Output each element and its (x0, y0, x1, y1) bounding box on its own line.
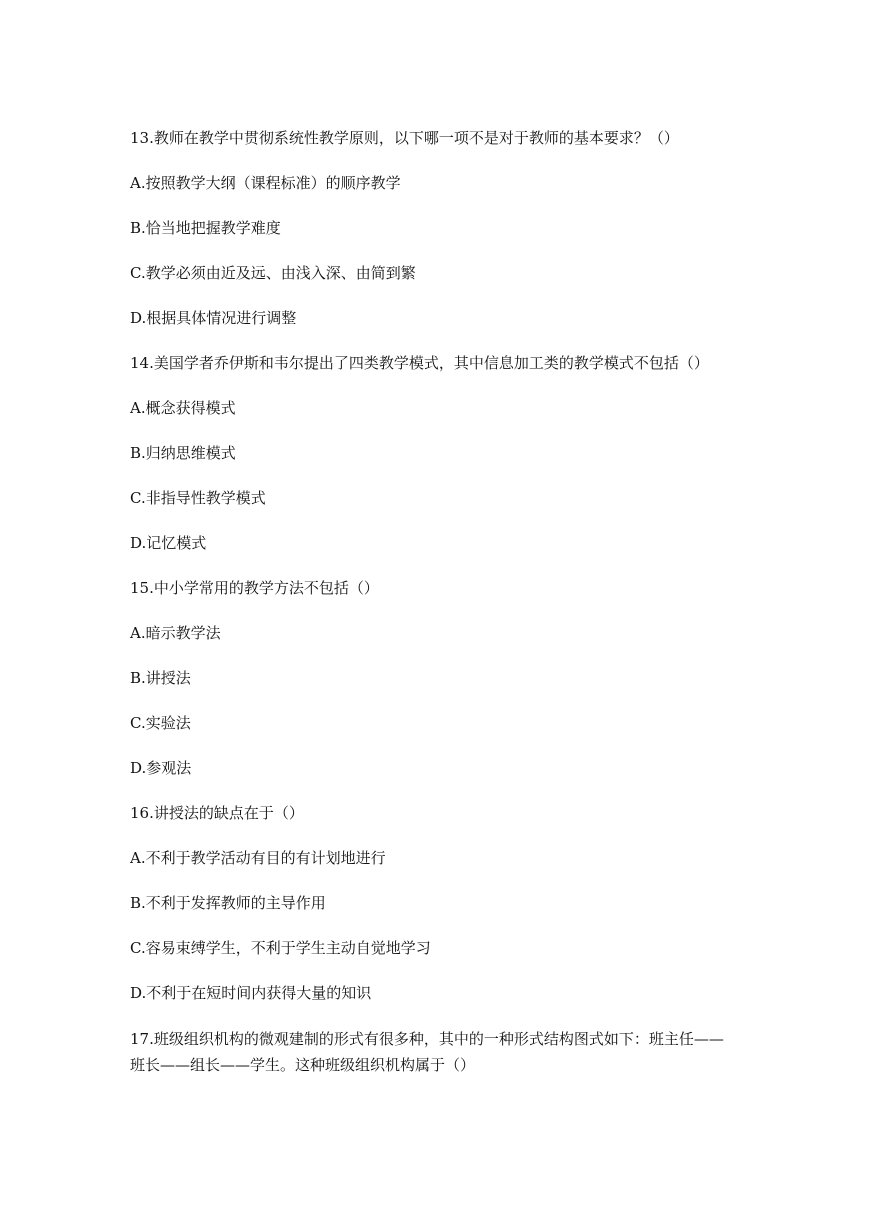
question-17-stem-line-1: 17.班级组织机构的微观建制的形式有很多种，其中的一种形式结构图式如下：班主任—— (130, 1030, 724, 1048)
question-15-stem: 15.中小学常用的教学方法不包括（） (130, 579, 379, 597)
question-14-option-b: B.归纳思维模式 (130, 444, 236, 462)
question-14-option-d: D.记忆模式 (130, 534, 207, 552)
question-list (130, 126, 760, 1099)
question-17-stem-line-2: 班长——组长——学生。这种班级组织机构属于（） (130, 1056, 476, 1074)
question-13-option-d: D.根据具体情况进行调整 (130, 309, 297, 327)
question-16-option-c: C.容易束缚学生，不利于学生主动自觉地学习 (130, 939, 431, 957)
question-15-option-d: D.参观法 (130, 759, 192, 777)
question-16-option-d: D.不利于在短时间内获得大量的知识 (130, 984, 372, 1002)
question-14-option-c: C.非指导性教学模式 (130, 489, 266, 507)
question-15-option-b: B.讲授法 (130, 669, 191, 687)
question-14-stem: 14.美国学者乔伊斯和韦尔提出了四类教学模式，其中信息加工类的教学模式不包括（） (130, 354, 709, 372)
question-13-option-c: C.教学必须由近及远、由浅入深、由简到繁 (130, 264, 416, 282)
question-15-option-c: C.实验法 (130, 714, 191, 732)
question-13-stem: 13.教师在教学中贯彻系统性教学原则，以下哪一项不是对于教师的基本要求？（） (130, 129, 679, 147)
question-13-option-b: B.恰当地把握教学难度 (130, 219, 281, 237)
question-15-option-a: A.暗示教学法 (130, 624, 221, 642)
question-17-stem (130, 1026, 760, 1078)
question-14-option-a: A.概念获得模式 (130, 399, 236, 417)
question-16-option-a: A.不利于教学活动有目的有计划地进行 (130, 849, 386, 867)
question-16-stem: 16.讲授法的缺点在于（） (130, 804, 304, 822)
question-16-option-b: B.不利于发挥教师的主导作用 (130, 894, 326, 912)
question-13-option-a: A.按照教学大纲（课程标准）的顺序教学 (130, 174, 401, 192)
